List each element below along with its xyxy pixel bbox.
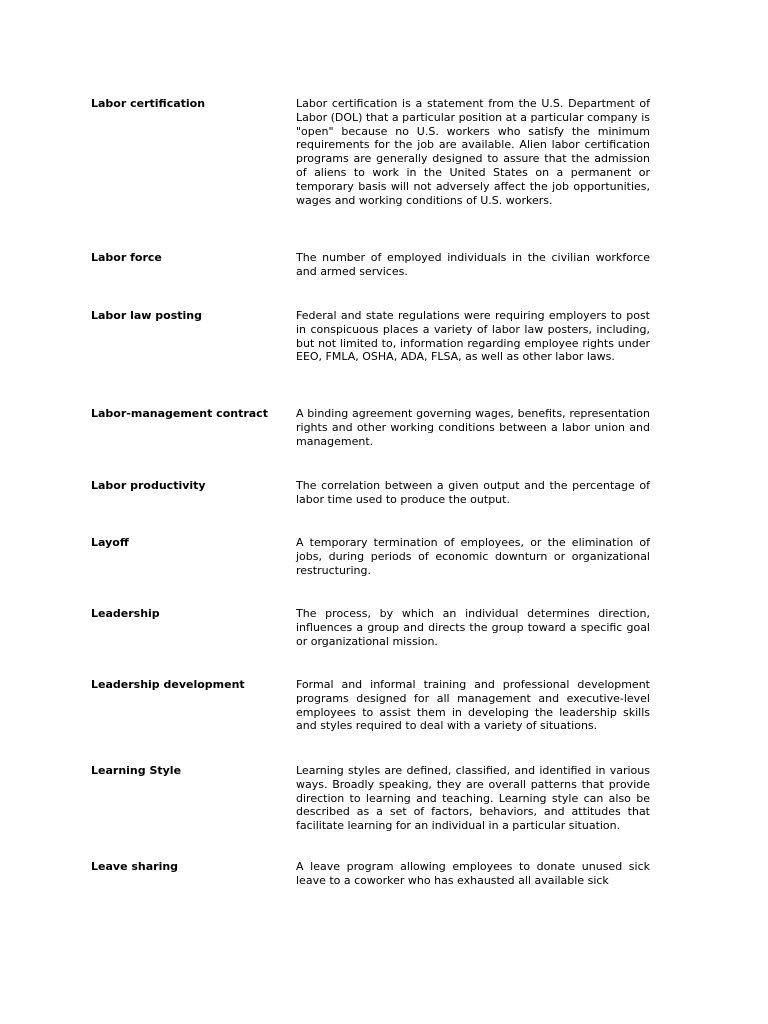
glossary-definition: A binding agreement governing wages, benefits, representation rights and other working conditions between a labor union and management. [296,407,650,448]
glossary-term: Leadership [91,607,160,620]
glossary-definition: Learning styles are defined, classified, and identified in various ways. Broadly speaking, they are overall patterns that provide direction to learning and teaching. Learning style can also be described as a set of factors, behaviors, and attitudes that facilitate learning for an individual in a particular situation. [296,764,650,833]
glossary-definition: The correlation between a given output and the percentage of labor time used to produce the output. [296,479,650,506]
glossary-term: Labor-management contract [91,407,268,420]
glossary-definition: The number of employed individuals in the civilian workforce and armed services. [296,251,650,278]
glossary-definition: Federal and state regulations were requiring employers to post in conspicuous places a variety of labor law posters, including, but not limited to, information regarding employee rights under EEO, FMLA, OSHA, ADA, FLSA, as well as other labor laws. [296,309,650,364]
glossary-term: Layoff [91,536,129,549]
glossary-definition: A temporary termination of employees, or the elimination of jobs, during periods of economic downturn or organizational restructuring. [296,536,650,577]
glossary-term: Labor force [91,251,162,264]
glossary-term: Leadership development [91,678,245,691]
glossary-term: Labor certification [91,97,206,110]
glossary-definition: Formal and informal training and professional development programs designed for all management and executive-level employees to assist them in developing the leadership skills and styles required to deal with a variety of situations. [296,678,650,733]
glossary-definition: A leave program allowing employees to donate unused sick leave to a coworker who has exhausted all available sick [296,860,650,887]
glossary-definition: The process, by which an individual determines direction, influences a group and directs the group toward a specific goal or organizational mission. [296,607,650,648]
glossary-term: Labor law posting [91,309,203,322]
glossary-definition: Labor certification is a statement from the U.S. Department of Labor (DOL) that a particular position at a particular company is "open" because no U.S. workers who satisfy the minimum requirements for the job are available. Alien labor certification programs are generally designed to assure that the admission of aliens to work in the United States on a permanent or temporary basis will not adversely affect the job opportunities, wages and working conditions of U.S. workers. [296,97,650,207]
glossary-term: Labor productivity [91,479,206,492]
glossary-term: Learning Style [91,764,182,777]
glossary-term: Leave sharing [91,860,179,873]
